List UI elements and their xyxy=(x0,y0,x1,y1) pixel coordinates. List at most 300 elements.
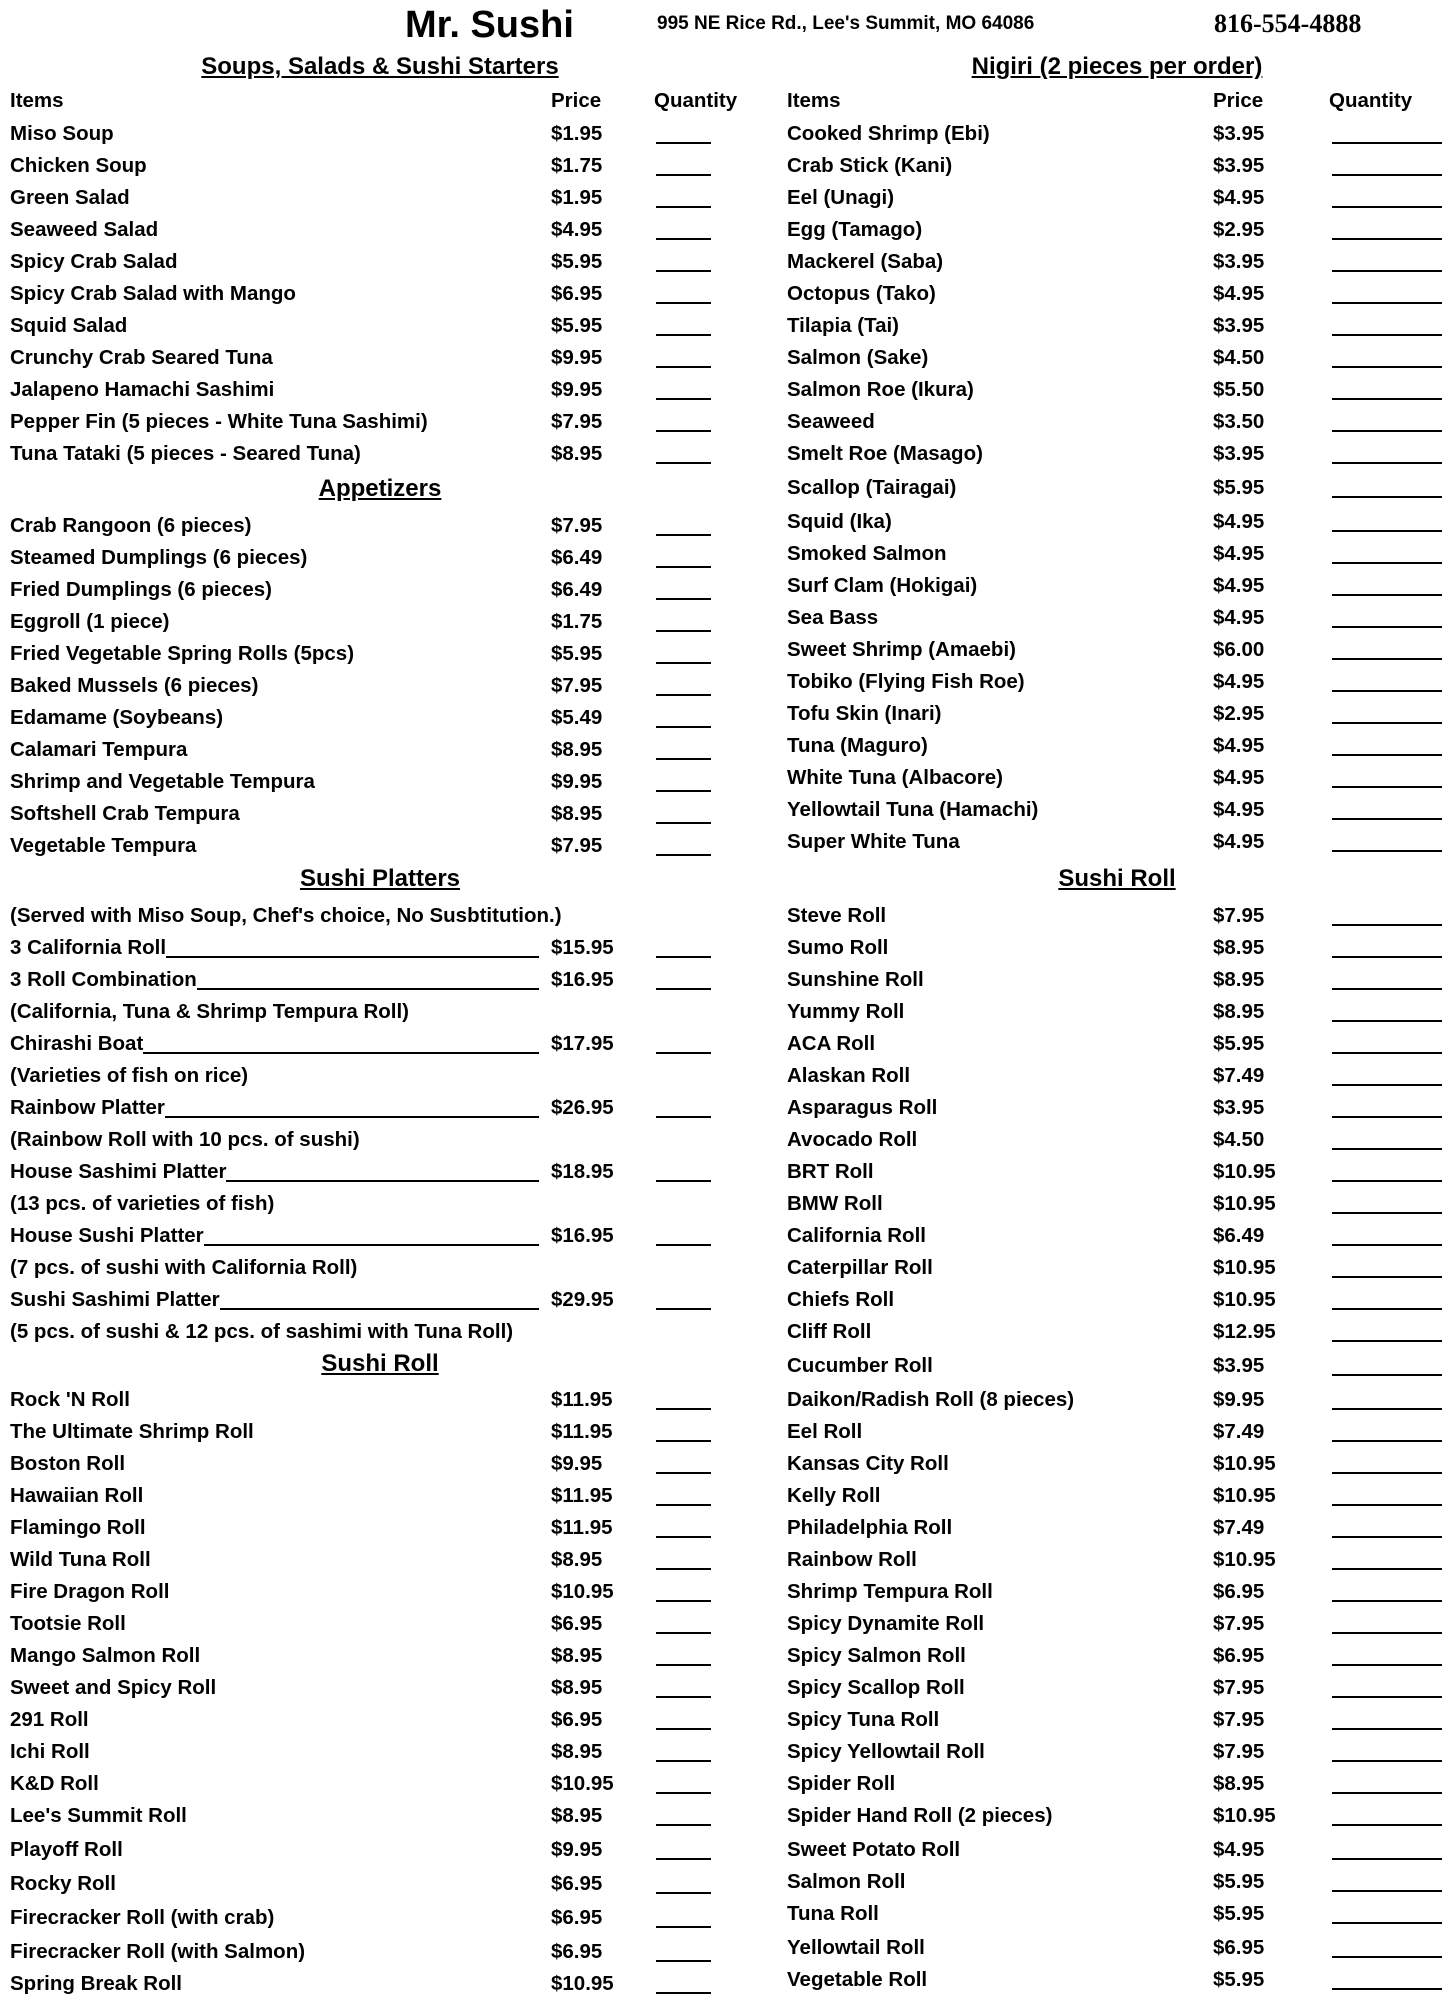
menu-item-row xyxy=(10,1284,750,1316)
menu-item-row xyxy=(10,1672,750,1704)
menu-item-row xyxy=(787,1834,1447,1866)
item-price: $6.95 xyxy=(1213,1580,1265,1603)
menu-item-row xyxy=(10,1902,750,1934)
menu-item-row xyxy=(10,182,750,214)
item-name: Avocado Roll xyxy=(787,1128,918,1151)
item-price: $10.95 xyxy=(1213,1288,1276,1311)
item-name: Surf Clam (Hokigai) xyxy=(787,574,978,597)
quantity-blank[interactable] xyxy=(1332,270,1442,272)
menu-item-row xyxy=(787,246,1447,278)
item-price: $1.75 xyxy=(551,610,603,633)
item-name: Cucumber Roll xyxy=(787,1354,933,1377)
menu-item-row xyxy=(10,1576,750,1608)
item-name: Eel (Unagi) xyxy=(787,186,895,209)
quantity-blank[interactable] xyxy=(1332,430,1442,432)
quantity-blank[interactable] xyxy=(1332,1180,1442,1182)
item-name: Sumo Roll xyxy=(787,936,889,959)
item-name: Scallop (Tairagai) xyxy=(787,476,957,499)
item-name: Tuna (Maguro) xyxy=(787,734,928,757)
menu-item-row xyxy=(10,246,750,278)
item-name: Salmon (Sake) xyxy=(787,346,929,369)
item-price: $1.75 xyxy=(551,154,603,177)
menu-item-row xyxy=(10,150,750,182)
quantity-blank[interactable] xyxy=(656,238,711,240)
quantity-blank[interactable] xyxy=(1332,1632,1442,1634)
menu-item-row xyxy=(10,1544,750,1576)
item-price: $6.49 xyxy=(551,546,603,569)
item-price: $3.95 xyxy=(1213,154,1265,177)
item-price: $6.95 xyxy=(1213,1936,1265,1959)
restaurant-address: 995 NE Rice Rd., Lee's Summit, MO 64086 xyxy=(657,13,1035,34)
quantity-blank[interactable] xyxy=(656,726,711,728)
item-name: Pepper Fin (5 pieces - White Tuna Sashimi) xyxy=(10,410,428,433)
quantity-blank[interactable] xyxy=(1332,1956,1442,1958)
quantity-blank[interactable] xyxy=(656,1728,711,1730)
item-name: Crab Stick (Kani) xyxy=(787,154,953,177)
quantity-blank[interactable] xyxy=(1332,1084,1442,1086)
quantity-blank[interactable] xyxy=(1332,658,1442,660)
quantity-blank[interactable] xyxy=(656,694,711,696)
quantity-blank[interactable] xyxy=(656,366,711,368)
item-price: $3.95 xyxy=(1213,250,1265,273)
menu-item-row xyxy=(10,606,750,638)
quantity-blank[interactable] xyxy=(1332,462,1442,464)
quantity-blank[interactable] xyxy=(1332,398,1442,400)
item-name: Rainbow Roll xyxy=(787,1548,917,1571)
menu-item-row xyxy=(10,1416,750,1448)
quantity-blank[interactable] xyxy=(1332,956,1442,958)
quantity-blank[interactable] xyxy=(1332,1760,1442,1762)
quantity-blank[interactable] xyxy=(1332,1020,1442,1022)
quantity-blank[interactable] xyxy=(1332,722,1442,724)
item-price: $4.95 xyxy=(1213,670,1265,693)
menu-item-row xyxy=(787,900,1447,932)
quantity-blank[interactable] xyxy=(656,956,711,958)
menu-item-row xyxy=(787,1156,1447,1188)
quantity-blank[interactable] xyxy=(1332,1244,1442,1246)
item-price: $3.95 xyxy=(1213,314,1265,337)
quantity-blank[interactable] xyxy=(1332,1504,1442,1506)
quantity-blank[interactable] xyxy=(656,1858,711,1860)
item-price: $4.95 xyxy=(1213,574,1265,597)
quantity-blank[interactable] xyxy=(656,430,711,432)
item-price: $10.95 xyxy=(551,1580,614,1603)
platter-description-text: (5 pcs. of sushi & 12 pcs. of sashimi with Tuna Roll) xyxy=(10,1320,514,1343)
item-name: Hawaiian Roll xyxy=(10,1484,144,1507)
item-name: Cooked Shrimp (Ebi) xyxy=(787,122,990,145)
quantity-blank[interactable] xyxy=(1332,1536,1442,1538)
quantity-blank[interactable] xyxy=(1332,334,1442,336)
item-price: $6.95 xyxy=(551,1708,603,1731)
quantity-blank[interactable] xyxy=(1332,818,1442,820)
name-fill-line xyxy=(165,1116,539,1118)
menu-item-row xyxy=(10,1936,750,1968)
item-price: $6.95 xyxy=(551,1906,603,1929)
item-name: Sushi Sashimi Platter xyxy=(10,1288,220,1311)
menu-item-row xyxy=(787,666,1447,698)
menu-item-row xyxy=(10,1448,750,1480)
column-header-quantity: Quantity xyxy=(654,89,738,112)
quantity-blank[interactable] xyxy=(1332,786,1442,788)
quantity-blank[interactable] xyxy=(1332,1792,1442,1794)
item-price: $10.95 xyxy=(551,1772,614,1795)
quantity-blank[interactable] xyxy=(656,1960,711,1962)
quantity-blank[interactable] xyxy=(656,1440,711,1442)
quantity-blank[interactable] xyxy=(1332,1276,1442,1278)
item-name: Wild Tuna Roll xyxy=(10,1548,151,1571)
quantity-blank[interactable] xyxy=(656,534,711,536)
item-name: Steve Roll xyxy=(787,904,887,927)
item-price: $8.95 xyxy=(551,1740,603,1763)
item-name: Spider Hand Roll (2 pieces) xyxy=(787,1804,1053,1827)
item-name: Spicy Scallop Roll xyxy=(787,1676,965,1699)
quantity-blank[interactable] xyxy=(1332,924,1442,926)
item-price: $10.95 xyxy=(1213,1484,1276,1507)
quantity-blank[interactable] xyxy=(656,1600,711,1602)
item-price: $11.95 xyxy=(551,1388,613,1411)
quantity-blank[interactable] xyxy=(656,1244,711,1246)
name-fill-line xyxy=(204,1244,539,1246)
item-name: Tobiko (Flying Fish Roe) xyxy=(787,670,1025,693)
quantity-blank[interactable] xyxy=(656,1308,711,1310)
quantity-blank[interactable] xyxy=(1332,530,1442,532)
column-header-items: Items xyxy=(10,89,64,112)
menu-item-row xyxy=(787,1800,1447,1832)
quantity-blank[interactable] xyxy=(656,1472,711,1474)
quantity-blank[interactable] xyxy=(1332,1052,1442,1054)
menu-item-row xyxy=(787,1544,1447,1576)
quantity-blank[interactable] xyxy=(1332,1472,1442,1474)
item-price: $9.95 xyxy=(551,1452,603,1475)
item-price: $10.95 xyxy=(1213,1160,1276,1183)
menu-item-row xyxy=(10,510,750,542)
item-name: Yellowtail Tuna (Hamachi) xyxy=(787,798,1039,821)
menu-item-row xyxy=(787,1964,1447,1996)
menu-item-row xyxy=(10,374,750,406)
menu-item-row xyxy=(10,798,750,830)
menu-item-row xyxy=(787,1480,1447,1512)
item-name: Super White Tuna xyxy=(787,830,960,853)
quantity-blank[interactable] xyxy=(656,630,711,632)
menu-item-row xyxy=(10,1800,750,1832)
item-name: White Tuna (Albacore) xyxy=(787,766,1004,789)
quantity-blank[interactable] xyxy=(656,1408,711,1410)
quantity-blank[interactable] xyxy=(1332,1922,1442,1924)
quantity-blank[interactable] xyxy=(656,822,711,824)
item-name: Chicken Soup xyxy=(10,154,147,177)
item-price: $6.95 xyxy=(1213,1644,1265,1667)
item-name: Baked Mussels (6 pieces) xyxy=(10,674,259,697)
column-header-items: Items xyxy=(787,89,841,112)
menu-item-row xyxy=(787,1028,1447,1060)
menu-item-row xyxy=(10,766,750,798)
item-name: ACA Roll xyxy=(787,1032,876,1055)
quantity-blank[interactable] xyxy=(1332,1600,1442,1602)
item-price: $16.95 xyxy=(551,1224,614,1247)
quantity-blank[interactable] xyxy=(656,398,711,400)
menu-item-row xyxy=(787,118,1447,150)
menu-item-row xyxy=(787,1284,1447,1316)
item-name: Eel Roll xyxy=(787,1420,863,1443)
item-price: $10.95 xyxy=(1213,1192,1276,1215)
item-price: $8.95 xyxy=(551,442,603,465)
item-price: $4.50 xyxy=(1213,346,1265,369)
quantity-blank[interactable] xyxy=(656,1824,711,1826)
quantity-blank[interactable] xyxy=(1332,1116,1442,1118)
item-name: Softshell Crab Tempura xyxy=(10,802,240,825)
quantity-blank[interactable] xyxy=(1332,302,1442,304)
platter-description-text: (7 pcs. of sushi with California Roll) xyxy=(10,1256,358,1279)
quantity-blank[interactable] xyxy=(656,1696,711,1698)
item-price: $4.95 xyxy=(1213,542,1265,565)
quantity-blank[interactable] xyxy=(656,302,711,304)
item-price: $8.95 xyxy=(551,1676,603,1699)
quantity-blank[interactable] xyxy=(1332,496,1442,498)
quantity-blank[interactable] xyxy=(1332,1374,1442,1376)
menu-item-row xyxy=(787,602,1447,634)
item-name: BMW Roll xyxy=(787,1192,883,1215)
quantity-blank[interactable] xyxy=(1332,1696,1442,1698)
quantity-blank[interactable] xyxy=(656,206,711,208)
item-name: Spring Break Roll xyxy=(10,1972,183,1995)
item-name: Seaweed Salad xyxy=(10,218,159,241)
menu-item-row xyxy=(10,1512,750,1544)
item-price: $15.95 xyxy=(551,936,614,959)
quantity-blank[interactable] xyxy=(656,1052,711,1054)
menu-item-row xyxy=(787,506,1447,538)
item-price: $9.95 xyxy=(551,346,603,369)
item-price: $8.95 xyxy=(551,1644,603,1667)
quantity-blank[interactable] xyxy=(1332,850,1442,852)
menu-item-row xyxy=(787,698,1447,730)
item-name: Asparagus Roll xyxy=(787,1096,938,1119)
quantity-blank[interactable] xyxy=(1332,1568,1442,1570)
menu-item-row xyxy=(10,574,750,606)
quantity-blank[interactable] xyxy=(1332,988,1442,990)
section-title-appetizers: Appetizers xyxy=(318,475,442,502)
item-name: Steamed Dumplings (6 pieces) xyxy=(10,546,308,569)
name-fill-line xyxy=(220,1308,539,1310)
menu-item-row xyxy=(10,310,750,342)
platter-description-text: (California, Tuna & Shrimp Tempura Roll) xyxy=(10,1000,410,1023)
item-name: Flamingo Roll xyxy=(10,1516,146,1539)
platter-note xyxy=(10,900,750,932)
item-name: Rainbow Platter xyxy=(10,1096,165,1119)
quantity-blank[interactable] xyxy=(656,334,711,336)
menu-item-row xyxy=(787,1736,1447,1768)
menu-item-row xyxy=(787,438,1447,470)
item-price: $6.95 xyxy=(551,1872,603,1895)
quantity-blank[interactable] xyxy=(1332,1440,1442,1442)
quantity-blank[interactable] xyxy=(1332,1824,1442,1826)
section-title-soups: Soups, Salads & Sushi Starters xyxy=(201,53,559,80)
item-price: $6.95 xyxy=(551,282,603,305)
quantity-blank[interactable] xyxy=(656,790,711,792)
quantity-blank[interactable] xyxy=(656,1992,711,1994)
item-price: $5.95 xyxy=(1213,1870,1265,1893)
quantity-blank[interactable] xyxy=(1332,174,1442,176)
quantity-blank[interactable] xyxy=(656,1760,711,1762)
quantity-blank[interactable] xyxy=(1332,754,1442,756)
item-price: $5.95 xyxy=(1213,1032,1265,1055)
item-price: $3.95 xyxy=(1213,122,1265,145)
quantity-blank[interactable] xyxy=(656,854,711,856)
item-name: 3 Roll Combination xyxy=(10,968,197,991)
platter-description xyxy=(10,1188,750,1220)
quantity-blank[interactable] xyxy=(1332,1340,1442,1342)
menu-item-row xyxy=(787,996,1447,1028)
menu-item-row xyxy=(787,762,1447,794)
item-name: Spicy Dynamite Roll xyxy=(787,1612,985,1635)
quantity-blank[interactable] xyxy=(656,598,711,600)
item-name: BRT Roll xyxy=(787,1160,874,1183)
quantity-blank[interactable] xyxy=(656,566,711,568)
item-name: Smoked Salmon xyxy=(787,542,947,565)
quantity-blank[interactable] xyxy=(1332,594,1442,596)
menu-item-row xyxy=(787,964,1447,996)
item-price: $4.95 xyxy=(1213,186,1265,209)
menu-item-row xyxy=(10,1384,750,1416)
item-price: $7.95 xyxy=(1213,1708,1265,1731)
item-name: House Sushi Platter xyxy=(10,1224,204,1247)
menu-item-row xyxy=(10,734,750,766)
item-name: Fried Vegetable Spring Rolls (5pcs) xyxy=(10,642,355,665)
item-price: $1.95 xyxy=(551,122,603,145)
item-price: $2.95 xyxy=(1213,702,1265,725)
quantity-blank[interactable] xyxy=(1332,562,1442,564)
item-name: Octopus (Tako) xyxy=(787,282,936,305)
item-price: $5.95 xyxy=(1213,1968,1265,1991)
item-price: $11.95 xyxy=(551,1484,613,1507)
quantity-blank[interactable] xyxy=(656,988,711,990)
item-name: Tuna Roll xyxy=(787,1902,879,1925)
quantity-blank[interactable] xyxy=(656,1536,711,1538)
menu-item-row xyxy=(787,1448,1447,1480)
restaurant-name: Mr. Sushi xyxy=(405,4,574,46)
quantity-blank[interactable] xyxy=(656,142,711,144)
quantity-blank[interactable] xyxy=(656,1664,711,1666)
menu-item-row xyxy=(10,118,750,150)
item-price: $4.95 xyxy=(1213,766,1265,789)
quantity-blank[interactable] xyxy=(656,1504,711,1506)
menu-item-row xyxy=(10,214,750,246)
quantity-blank[interactable] xyxy=(1332,626,1442,628)
menu-item-row xyxy=(787,538,1447,570)
quantity-blank[interactable] xyxy=(1332,206,1442,208)
item-price: $8.95 xyxy=(1213,1772,1265,1795)
platter-description-text: (Varieties of fish on rice) xyxy=(10,1064,249,1087)
quantity-blank[interactable] xyxy=(1332,1890,1442,1892)
section-title-nigiri: Nigiri (2 pieces per order) xyxy=(971,53,1263,80)
platter-description-text: (13 pcs. of varieties of fish) xyxy=(10,1192,275,1215)
item-price: $6.95 xyxy=(551,1612,603,1635)
menu-item-row xyxy=(10,438,750,470)
item-name: House Sashimi Platter xyxy=(10,1160,227,1183)
item-price: $3.95 xyxy=(1213,442,1265,465)
item-name: Firecracker Roll (with crab) xyxy=(10,1906,275,1929)
item-price: $9.95 xyxy=(1213,1388,1265,1411)
quantity-blank[interactable] xyxy=(1332,690,1442,692)
item-name: Spicy Crab Salad with Mango xyxy=(10,282,296,305)
item-name: Eggroll (1 piece) xyxy=(10,610,170,633)
item-price: $6.00 xyxy=(1213,638,1265,661)
menu-item-row xyxy=(10,1768,750,1800)
quantity-blank[interactable] xyxy=(656,1632,711,1634)
item-price: $4.95 xyxy=(1213,798,1265,821)
menu-item-row xyxy=(787,1252,1447,1284)
quantity-blank[interactable] xyxy=(656,662,711,664)
quantity-blank[interactable] xyxy=(1332,1664,1442,1666)
quantity-blank[interactable] xyxy=(1332,1212,1442,1214)
item-price: $8.95 xyxy=(551,1548,603,1571)
item-price: $5.95 xyxy=(551,642,603,665)
quantity-blank[interactable] xyxy=(656,462,711,464)
quantity-blank[interactable] xyxy=(1332,1408,1442,1410)
quantity-blank[interactable] xyxy=(1332,1988,1442,1990)
quantity-blank[interactable] xyxy=(656,1926,711,1928)
item-price: $9.95 xyxy=(551,378,603,401)
item-name: Sweet Potato Roll xyxy=(787,1838,961,1861)
item-price: $4.95 xyxy=(1213,606,1265,629)
quantity-blank[interactable] xyxy=(656,1116,711,1118)
quantity-blank[interactable] xyxy=(1332,142,1442,144)
menu-item-row xyxy=(787,342,1447,374)
quantity-blank[interactable] xyxy=(1332,238,1442,240)
item-name: Sweet and Spicy Roll xyxy=(10,1676,217,1699)
item-name: Smelt Roe (Masago) xyxy=(787,442,983,465)
item-price: $5.95 xyxy=(551,250,603,273)
quantity-blank[interactable] xyxy=(1332,1308,1442,1310)
quantity-blank[interactable] xyxy=(656,1892,711,1894)
item-price: $16.95 xyxy=(551,968,614,991)
quantity-blank[interactable] xyxy=(1332,1728,1442,1730)
quantity-blank[interactable] xyxy=(656,1792,711,1794)
quantity-blank[interactable] xyxy=(1332,366,1442,368)
column-headers-right xyxy=(787,86,1447,116)
menu-item-row xyxy=(10,1092,750,1124)
item-price: $4.50 xyxy=(1213,1128,1265,1151)
quantity-blank[interactable] xyxy=(656,758,711,760)
item-price: $7.95 xyxy=(1213,1740,1265,1763)
platter-description xyxy=(10,1124,750,1156)
item-price: $5.95 xyxy=(1213,1902,1265,1925)
item-name: Fried Dumplings (6 pieces) xyxy=(10,578,272,601)
item-price: $5.49 xyxy=(551,706,603,729)
menu-item-row xyxy=(787,1220,1447,1252)
quantity-blank[interactable] xyxy=(656,174,711,176)
quantity-blank[interactable] xyxy=(656,1568,711,1570)
quantity-blank[interactable] xyxy=(656,1180,711,1182)
item-price: $7.95 xyxy=(551,674,603,697)
column-header-price: Price xyxy=(1213,89,1264,112)
item-name: Sunshine Roll xyxy=(787,968,924,991)
menu-item-row xyxy=(10,670,750,702)
menu-item-row xyxy=(10,1968,750,2000)
quantity-blank[interactable] xyxy=(1332,1858,1442,1860)
menu-item-row xyxy=(787,406,1447,438)
item-price: $8.95 xyxy=(551,738,603,761)
menu-item-row xyxy=(787,1704,1447,1736)
item-name: Spicy Crab Salad xyxy=(10,250,178,273)
item-name: 291 Roll xyxy=(10,1708,89,1731)
quantity-blank[interactable] xyxy=(1332,1148,1442,1150)
item-name: Rock 'N Roll xyxy=(10,1388,130,1411)
menu-item-row xyxy=(10,406,750,438)
item-name: Salmon Roll xyxy=(787,1870,906,1893)
menu-item-row xyxy=(787,826,1447,858)
quantity-blank[interactable] xyxy=(656,270,711,272)
item-price: $4.95 xyxy=(1213,510,1265,533)
